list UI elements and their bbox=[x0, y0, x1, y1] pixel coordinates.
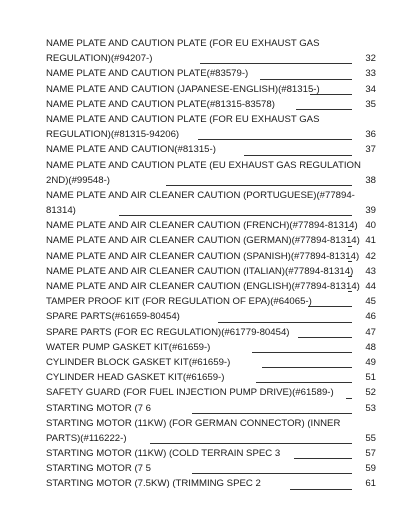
page-number: 39 bbox=[365, 205, 376, 217]
leader-rule bbox=[244, 155, 352, 156]
page-number: 34 bbox=[365, 83, 376, 95]
leader-rule bbox=[166, 185, 352, 186]
toc-entry-line[interactable] bbox=[46, 461, 376, 476]
toc-entry-title: TAMPER PROOF KIT (FOR REGULATION OF EPA)(#64065-) bbox=[46, 296, 312, 308]
page-number: 61 bbox=[365, 478, 376, 490]
leader-rule bbox=[294, 458, 352, 459]
toc-entry-line[interactable] bbox=[46, 416, 376, 431]
leader-rule bbox=[348, 276, 352, 277]
leader-rule bbox=[200, 63, 352, 64]
toc-entry-line[interactable] bbox=[46, 66, 376, 81]
toc-entry-title: 2ND)(#99548-) bbox=[46, 174, 110, 186]
toc-entry-title: PARTS)(#116222-) bbox=[46, 432, 127, 444]
table-of-contents bbox=[46, 36, 376, 492]
toc-entry-line[interactable] bbox=[46, 431, 376, 446]
toc-entry-line[interactable] bbox=[46, 112, 376, 127]
leader-rule bbox=[119, 215, 352, 216]
toc-entry-title: STARTING MOTOR (7 5 bbox=[46, 463, 152, 475]
toc-entry-title: 81314) bbox=[46, 205, 76, 217]
toc-entry-title: CYLINDER HEAD GASKET KIT(#61659-) bbox=[46, 372, 225, 384]
toc-entry-title: NAME PLATE AND CAUTION PLATE (FOR EU EXHAUST GAS bbox=[46, 38, 320, 49]
toc-entry-line[interactable] bbox=[46, 233, 376, 248]
toc-entry-line[interactable] bbox=[46, 142, 376, 157]
page-number: 43 bbox=[365, 265, 376, 277]
leader-rule bbox=[348, 246, 352, 247]
toc-entry-line[interactable] bbox=[46, 173, 376, 188]
toc-entry-title: NAME PLATE AND AIR CLEANER CAUTION (PORTUGUESE)(#77894- bbox=[46, 189, 355, 201]
toc-entry-title: NAME PLATE AND AIR CLEANER CAUTION (SPANISH)(#77894-81314) bbox=[46, 250, 360, 262]
toc-entry-line[interactable] bbox=[46, 446, 376, 461]
toc-entry-line[interactable] bbox=[46, 36, 376, 51]
page-number: 42 bbox=[365, 250, 376, 262]
toc-entry-title: NAME PLATE AND AIR CLEANER CAUTION (ENGLISH)(#77894-81314) bbox=[46, 281, 360, 292]
page-number: 47 bbox=[365, 326, 376, 338]
leader-rule bbox=[256, 382, 352, 383]
toc-entry-line[interactable] bbox=[46, 97, 376, 112]
toc-entry-line[interactable] bbox=[46, 279, 376, 294]
toc-entry-title: REGULATION)(#94207-) bbox=[46, 53, 153, 65]
page-number: 46 bbox=[365, 311, 376, 323]
toc-entry-line[interactable] bbox=[46, 158, 376, 173]
toc-entry-line[interactable] bbox=[46, 264, 376, 279]
leader-rule bbox=[348, 230, 352, 231]
page-number: 37 bbox=[365, 144, 376, 156]
page-number: 41 bbox=[365, 235, 376, 247]
page-number: 32 bbox=[365, 53, 376, 65]
leader-rule bbox=[310, 94, 352, 95]
leader-rule bbox=[252, 352, 352, 353]
toc-entry-title: NAME PLATE AND AIR CLEANER CAUTION (ITALIAN)(#77894-81314) bbox=[46, 265, 354, 277]
toc-entry-title: WATER PUMP GASKET KIT(#61659-) bbox=[46, 341, 211, 353]
page-number: 33 bbox=[365, 68, 376, 80]
toc-entry-line[interactable] bbox=[46, 325, 376, 340]
toc-entry-line[interactable] bbox=[46, 385, 376, 400]
page-number: 53 bbox=[365, 402, 376, 414]
toc-entry-line[interactable] bbox=[46, 82, 376, 97]
toc-entry-title: NAME PLATE AND CAUTION PLATE(#81315-83578) bbox=[46, 98, 275, 110]
toc-entry-line[interactable] bbox=[46, 218, 376, 233]
leader-rule bbox=[296, 109, 352, 110]
leader-rule bbox=[192, 473, 352, 474]
leader-rule bbox=[218, 322, 352, 323]
toc-entry-title: NAME PLATE AND AIR CLEANER CAUTION (GERMAN)(#77894-81314) bbox=[46, 235, 360, 247]
toc-entry-line[interactable] bbox=[46, 51, 376, 66]
toc-entry-title: NAME PLATE AND CAUTION(#81315-) bbox=[46, 144, 216, 156]
toc-entry-line[interactable] bbox=[46, 355, 376, 370]
leader-rule bbox=[348, 291, 352, 292]
toc-entry-title: STARTING MOTOR (7 6 bbox=[46, 402, 152, 414]
leader-rule bbox=[308, 306, 352, 307]
page-number: 51 bbox=[365, 372, 376, 384]
toc-entry-title: SAFETY GUARD (FOR FUEL INJECTION PUMP DRIVE)(#61589-) bbox=[46, 387, 334, 399]
toc-entry-line[interactable] bbox=[46, 340, 376, 355]
toc-entry-line[interactable] bbox=[46, 203, 376, 218]
leader-rule bbox=[260, 79, 352, 80]
toc-entry-title: NAME PLATE AND CAUTION PLATE (FOR EU EXHAUST GAS bbox=[46, 113, 320, 125]
page-number: 45 bbox=[365, 296, 376, 308]
leader-rule bbox=[262, 367, 352, 368]
toc-entry-title: CYLINDER BLOCK GASKET KIT(#61659-) bbox=[46, 356, 231, 368]
page-number: 59 bbox=[365, 463, 376, 475]
toc-entry-title: STARTING MOTOR (11KW) (FOR GERMAN CONNECTOR) (INNER bbox=[46, 417, 341, 429]
toc-entry-title: SPARE PARTS (FOR EC REGULATION)(#61779-80454) bbox=[46, 326, 290, 338]
toc-entry-line[interactable] bbox=[46, 127, 376, 142]
toc-entry-line[interactable] bbox=[46, 370, 376, 385]
page-number: 36 bbox=[365, 129, 376, 141]
page-number: 55 bbox=[365, 432, 376, 444]
page-number: 57 bbox=[365, 448, 376, 460]
toc-entry-title: STARTING MOTOR (7.5KW) (TRIMMING SPEC 2 bbox=[46, 478, 261, 490]
toc-entry-line[interactable] bbox=[46, 401, 376, 416]
toc-entry-line[interactable] bbox=[46, 309, 376, 324]
toc-entry-title: NAME PLATE AND CAUTION (JAPANESE-ENGLISH)(#81315-) bbox=[46, 83, 320, 95]
leader-rule bbox=[348, 261, 352, 262]
page-number: 40 bbox=[365, 220, 376, 232]
page-number: 35 bbox=[365, 98, 376, 110]
toc-entry-line[interactable] bbox=[46, 249, 376, 264]
leader-rule bbox=[198, 139, 352, 140]
leader-rule bbox=[298, 337, 352, 338]
toc-entry-title: SPARE PARTS(#61659-80454) bbox=[46, 311, 180, 323]
page-number: 48 bbox=[365, 341, 376, 353]
leader-rule bbox=[346, 398, 352, 399]
toc-entry-title: NAME PLATE AND AIR CLEANER CAUTION (FRENCH)(#77894-81314) bbox=[46, 220, 358, 232]
toc-entry-line[interactable] bbox=[46, 294, 376, 309]
leader-rule bbox=[150, 443, 352, 444]
toc-entry-title: NAME PLATE AND CAUTION PLATE (EU EXHAUST GAS REGULATION bbox=[46, 159, 361, 171]
page-number: 52 bbox=[365, 387, 376, 399]
leader-rule bbox=[290, 489, 352, 490]
page-number: 44 bbox=[365, 281, 376, 292]
page-number: 38 bbox=[365, 174, 376, 186]
toc-entry-title: STARTING MOTOR (11KW) (COLD TERRAIN SPEC 3 bbox=[46, 448, 281, 460]
page-number: 49 bbox=[365, 356, 376, 368]
leader-rule bbox=[192, 413, 352, 414]
toc-entry-title: NAME PLATE AND CAUTION PLATE(#83579-) bbox=[46, 68, 249, 80]
toc-entry-line[interactable] bbox=[46, 476, 376, 491]
toc-entry-line[interactable] bbox=[46, 188, 376, 203]
toc-entry-title: REGULATION)(#81315-94206) bbox=[46, 129, 180, 141]
